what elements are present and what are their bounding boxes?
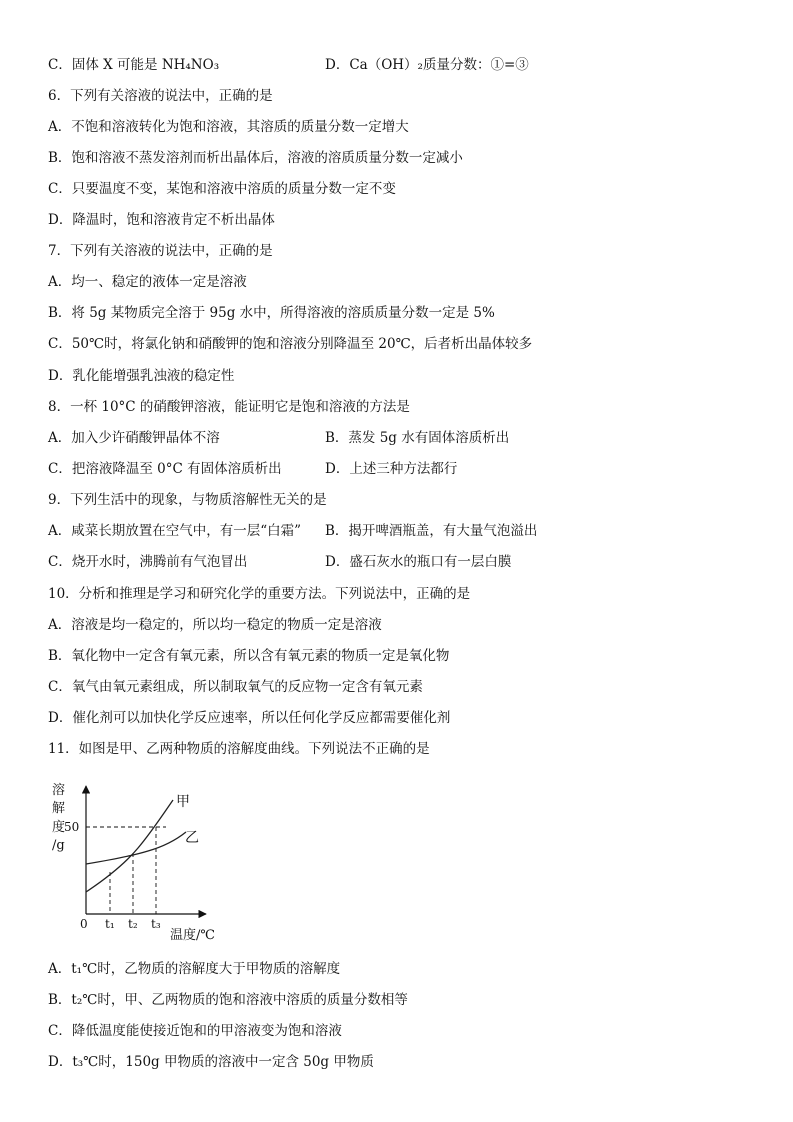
q6-option-a: A．不饱和溶液转化为饱和溶液，其溶质的质量分数一定增大 <box>48 119 409 135</box>
q11-option-c: C．降低温度能使接近饱和的甲溶液变为饱和溶液 <box>48 1023 342 1039</box>
q5-option-c: C．固体 X 可能是 NH₄NO₃ <box>48 57 220 73</box>
solubility-curve-graph <box>40 776 240 946</box>
q6-option-d: D．降温时，饱和溶液肯定不析出晶体 <box>48 212 275 228</box>
q10-option-c: C．氧气由氧元素组成，所以制取氧气的反应物一定含有氧元素 <box>48 679 423 695</box>
y-axis-label-2: 解 <box>52 801 66 816</box>
series-label-yi: 乙 <box>185 830 199 846</box>
q6-option-c: C．只要温度不变，某饱和溶液中溶质的质量分数一定不变 <box>48 181 396 197</box>
q10-option-d: D．催化剂可以加快化学反应速率，所以任何化学反应都需要催化剂 <box>48 710 451 726</box>
q9-option-b: B．揭开啤酒瓶盖，有大量气泡溢出 <box>325 523 538 539</box>
q9-option-a: A．咸菜长期放置在空气中，有一层“白霜” <box>48 523 302 539</box>
series-label-jia: 甲 <box>176 794 190 810</box>
x-tick-t2: t₂ <box>128 917 138 931</box>
y-axis-label-3: 度 <box>52 820 66 835</box>
q6-stem: 6．下列有关溶液的说法中，正确的是 <box>48 88 273 104</box>
q7-option-c: C．50℃时，将氯化钠和硝酸钾的饱和溶液分别降温至 20℃，后者析出晶体较多 <box>48 336 533 352</box>
q5-option-d: D．Ca（OH）₂质量分数：①=③ <box>325 57 529 73</box>
q8-option-a: A．加入少许硝酸钾晶体不溶 <box>48 430 220 446</box>
x-tick-t1: t₁ <box>105 917 115 931</box>
q11-option-a: A．t₁℃时，乙物质的溶解度大于甲物质的溶解度 <box>48 961 341 977</box>
curve-jia <box>86 800 173 892</box>
q7-option-d: D．乳化能增强乳浊液的稳定性 <box>48 368 235 384</box>
q8-option-c: C．把溶液降温至 0°C 有固体溶质析出 <box>48 461 282 477</box>
q7-option-b: B．将 5g 某物质完全溶于 95g 水中，所得溶液的溶质质量分数一定是 5% <box>48 305 495 321</box>
q11-stem: 11．如图是甲、乙两种物质的溶解度曲线。下列说法不正确的是 <box>48 741 430 757</box>
q11-option-b: B．t₂℃时，甲、乙两物质的饱和溶液中溶质的质量分数相等 <box>48 992 408 1008</box>
q7-option-a: A．均一、稳定的液体一定是溶液 <box>48 274 247 290</box>
q8-stem: 8．一杯 10°C 的硝酸钾溶液，能证明它是饱和溶液的方法是 <box>48 399 410 415</box>
y-tick-50: 50 <box>64 820 80 834</box>
q6-option-b: B．饱和溶液不蒸发溶剂而析出晶体后，溶液的溶质质量分数一定减小 <box>48 150 463 166</box>
q11-option-d: D．t₃℃时，150g 甲物质的溶液中一定含 50g 甲物质 <box>48 1054 374 1070</box>
q7-stem: 7．下列有关溶液的说法中，正确的是 <box>48 243 273 259</box>
y-axis-label-1: 溶 <box>52 783 66 798</box>
q10-option-b: B．氧化物中一定含有氧元素，所以含有氧元素的物质一定是氧化物 <box>48 648 450 664</box>
q9-stem: 9．下列生活中的现象，与物质溶解性无关的是 <box>48 492 327 508</box>
curve-yi <box>86 832 186 864</box>
q8-option-d: D．上述三种方法都行 <box>325 461 458 477</box>
q9-option-c: C．烧开水时，沸腾前有气泡冒出 <box>48 554 248 570</box>
q8-option-b: B．蒸发 5g 水有固体溶质析出 <box>325 430 510 446</box>
q9-option-d: D．盛石灰水的瓶口有一层白膜 <box>325 554 512 570</box>
origin-label: 0 <box>80 917 88 931</box>
q10-option-a: A．溶液是均一稳定的，所以均一稳定的物质一定是溶液 <box>48 617 382 633</box>
q10-stem: 10．分析和推理是学习和研究化学的重要方法。下列说法中，正确的是 <box>48 586 471 602</box>
x-axis-label: 温度/℃ <box>170 928 215 943</box>
y-axis-label-4: /g <box>52 838 65 853</box>
x-tick-t3: t₃ <box>151 917 161 931</box>
